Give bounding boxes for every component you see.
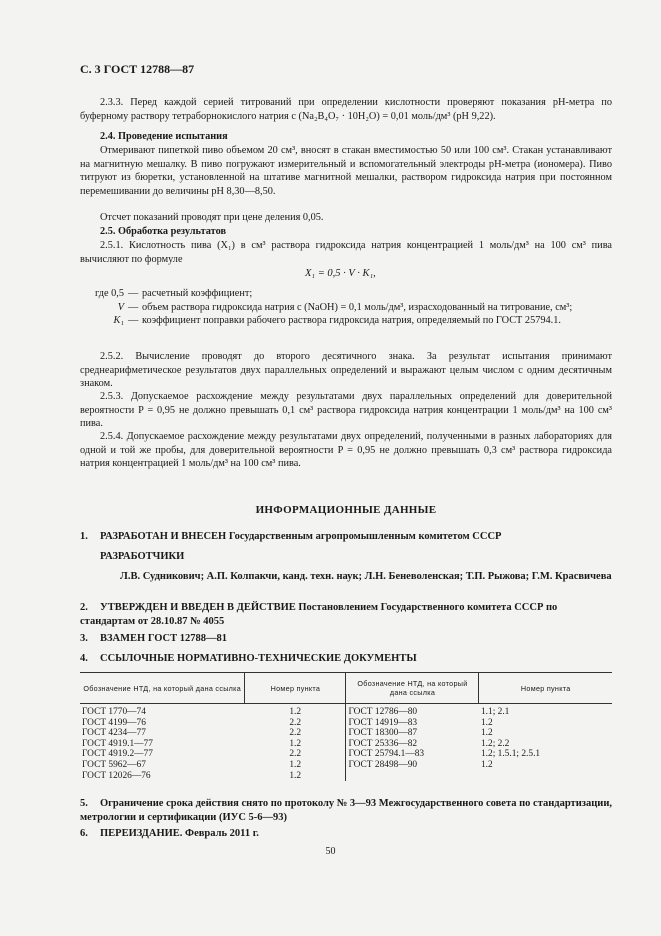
column-header-doc: Обозначение НТД, на который дана ссылка [346, 673, 479, 704]
reference-item: 2.2 [289, 717, 302, 728]
column-header-item: Номер пункта [245, 673, 346, 704]
definition-symbol: K₁ [113, 315, 124, 327]
definition-text: расчетный коэффициент; [142, 288, 253, 299]
table-row [80, 739, 612, 750]
definition-symbol: где 0,5 [95, 288, 124, 299]
item-text: Ограничение срока действия снято по протоколу № 3—93 Межгосударственного совета по стандартизации, метрологии и сертификации (ИУС 5-6—93) [80, 798, 613, 823]
table-row [80, 704, 612, 718]
info-item-3 [80, 632, 612, 646]
definition-text: коэффициент поправки рабочего раствора гидроксида натрия, определяемый по ГОСТ 25794.1. [142, 315, 561, 327]
item-number: 3. [80, 633, 88, 644]
reference-doc: ГОСТ 25794.1—83 [346, 749, 479, 760]
reference-item: 1.2 [480, 728, 493, 739]
item-number: 4. [80, 653, 88, 664]
formula-definitions [80, 287, 612, 328]
reference-doc: ГОСТ 1770—74 [82, 707, 146, 717]
paragraph-2-5-3: 2.5.3. Допускаемое расхождение между результатами двух параллельных определений для доверительной вероятности P = 0,95 не должно превышать 0,1 см³ раствора гидроксида натрия концентрации 1 моль/дм³ на 100 см³ пива. [80, 391, 612, 430]
reference-item: 1.2 [289, 770, 302, 781]
authors-list: Л.В. Судникович; А.П. Колпакчи, канд. техн. наук; Л.Н. Беневоленская; Т.П. Рыжова; Г.М. Красвичева [120, 571, 612, 582]
column-header-doc: Обозначение НТД, на который дана ссылка [80, 673, 245, 704]
paragraph-2-5-4: 2.5.4. Допускаемое расхождение между результатами двух определений, полученными в разных лабораториях для одной и той же пробы, для доверительной вероятности P = 0,95 не должно превышать 0,3 см³ раствора гидроксида натрия концентрацией 1 моль/дм³ на 100 см³ пива. [80, 431, 612, 470]
info-item-4 [80, 652, 612, 666]
info-item-6 [80, 827, 612, 841]
definition-row [80, 314, 612, 328]
reference-item: 1.2 [289, 759, 302, 770]
page-number: 50 [325, 846, 336, 857]
table-row [80, 718, 612, 729]
item-number: 6. [80, 828, 88, 839]
info-item-5 [80, 797, 612, 825]
item-text: РАЗРАБОТАН И ВНЕСЕН Государственным агропромышленным комитетом СССР [100, 531, 502, 542]
item-text: ПЕРЕИЗДАНИЕ. Февраль 2011 г. [100, 828, 259, 839]
info-item-1 [80, 530, 612, 544]
developers-heading: РАЗРАБОТЧИКИ [100, 551, 185, 562]
reference-doc: ГОСТ 4919.2—77 [82, 749, 153, 760]
reference-doc: ГОСТ 25336—82 [346, 739, 479, 750]
reference-item: 1.2 [289, 707, 302, 717]
definition-text: объем раствора гидроксида натрия c (NaOH) = 0,1 моль/дм³, израсходованный на титрование, см³; [142, 301, 573, 313]
definition-dash: — [128, 301, 139, 313]
reference-item: 1.2; 1.5.1; 2.5.1 [480, 749, 541, 760]
reference-doc: ГОСТ 4199—76 [82, 717, 146, 728]
reference-item: 1.2; 2.2 [480, 738, 510, 749]
page-header: С. 3 ГОСТ 12788—87 [80, 62, 195, 76]
item-text: ВЗАМЕН ГОСТ 12788—81 [100, 633, 228, 644]
table-row [80, 771, 612, 782]
definition-symbol: V [117, 301, 124, 313]
reference-item: 1.2 [480, 759, 493, 770]
reference-doc: ГОСТ 4919.1—77 [82, 738, 153, 749]
reference-doc: ГОСТ 28498—90 [346, 760, 479, 771]
info-item-2 [80, 601, 612, 629]
reference-item: 2.2 [289, 728, 302, 739]
reference-doc: ГОСТ 5962—67 [82, 759, 146, 770]
definition-dash: — [128, 315, 139, 327]
table-row [80, 760, 612, 771]
formula: X₁ = 0,5 · V · K₁, [305, 268, 376, 279]
definition-row [80, 287, 612, 301]
item-text: ССЫЛОЧНЫЕ НОРМАТИВНО-ТЕХНИЧЕСКИЕ ДОКУМЕНТЫ [100, 653, 417, 664]
reference-doc [346, 771, 479, 782]
item-number: 1. [80, 531, 88, 542]
reference-item: 2.2 [289, 749, 302, 760]
column-header-item: Номер пункта [479, 673, 612, 704]
section-2-5-title: 2.5. Обработка результатов [100, 226, 227, 237]
reference-doc: ГОСТ 4234—77 [82, 728, 146, 739]
reference-item [479, 771, 612, 782]
paragraph-2-4: Отмеривают пипеткой пиво объемом 20 см³, вносят в стакан вместимостью 50 или 100 см³. Стакан устанавливают на магнитную мешалку. В пиво погружают измерительный и вспомогательный электроды рН-метра (иономера). Пиво титруют из бюретки, установленной на штативе магнитной мешалки, раствором гидроксида натрия при постоянном перемешивании до величины рН 8,30—8,50. [80, 145, 612, 197]
table-row [80, 728, 612, 739]
info-section-title: ИНФОРМАЦИОННЫЕ ДАННЫЕ [255, 504, 437, 516]
reference-doc: ГОСТ 12786—80 [346, 704, 479, 718]
references-table [80, 672, 612, 781]
definition-row [80, 301, 612, 315]
reference-item: 1.2 [480, 717, 493, 728]
reference-doc: ГОСТ 12026—76 [82, 770, 151, 781]
section-2-4-title: 2.4. Проведение испытания [100, 131, 228, 142]
reference-doc: ГОСТ 14919—83 [346, 718, 479, 729]
paragraph-2-4-reading: Отсчет показаний проводят при цене деления 0,05. [100, 212, 324, 223]
reference-item: 1.2 [289, 738, 302, 749]
paragraph-2-3-3: 2.3.3. Перед каждой серией титрований при определении кислотности проверяют показания рН-метра по буферному раствору тетраборнокислого натрия c (Na₂B₄O₇ · 10H₂O) = 0,01 моль/дм³ (pH 9,22). [80, 97, 612, 122]
reference-item: 1.1; 2.1 [480, 707, 510, 717]
item-text: УТВЕРЖДЕН И ВВЕДЕН В ДЕЙСТВИЕ Постановлением Государственного комитета СССР по стандартам от 28.10.87 № 4055 [80, 602, 558, 627]
reference-doc: ГОСТ 18300—87 [346, 728, 479, 739]
definition-dash: — [128, 288, 139, 299]
table-header-row [80, 673, 612, 704]
paragraph-2-5-1: 2.5.1. Кислотность пива (X₁) в см³ раствора гидроксида натрия концентрацией 1 моль/дм³ на 100 см³ пива вычисляют по формуле [80, 240, 612, 265]
item-number: 5. [80, 798, 88, 809]
paragraph-2-5-2: 2.5.2. Вычисление проводят до второго десятичного знака. За результат испытания принимают среднеарифметическое результатов двух параллельных определений и выражают целым числом с одним десятичным знаком. [80, 351, 612, 390]
item-number: 2. [80, 602, 88, 613]
table-row [80, 749, 612, 760]
